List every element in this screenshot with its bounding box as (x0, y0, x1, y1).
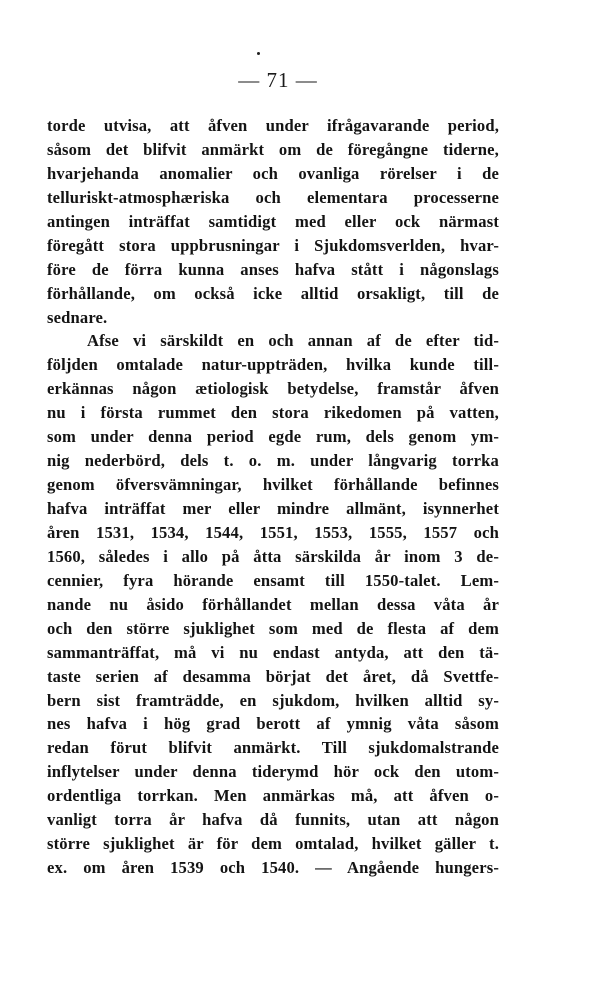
text-line: antingen inträffat samtidigt med eller ock närmast (47, 211, 499, 231)
text-line: taste serien af desamma börjat det året, då Svettfe- (47, 666, 499, 686)
text-line: nu i första rummet den stora rikedomen på vatten, (47, 403, 499, 423)
text-line: nig nederbörd, dels t. o. m. under långvarig torrka (47, 451, 499, 471)
text-line: större sjuklighet är för dem omtalad, hvilket gäller t. (47, 834, 499, 854)
text-line: genom öfversvämningar, hvilket förhållande befinnes (47, 475, 499, 495)
text-line: och den större sjuklighet som med de flesta af dem (47, 618, 499, 638)
text-line: ordentliga torrkan. Men anmärkas må, att åfven o- (47, 786, 499, 806)
text-line: 1560, således i allo på åtta särskilda år inom 3 de- (47, 546, 499, 566)
text-line: cennier, fyra hörande ensamt till 1550-talet. Lem- (47, 570, 499, 590)
paragraph-end-line: sednare. (47, 307, 108, 327)
text-line: redan förut blifvit anmärkt. Till sjukdomalstrande (47, 738, 499, 758)
ink-speck (257, 52, 260, 55)
paragraph-start-line: Afse vi särskildt en och annan af de efter tid- (87, 331, 499, 351)
text-line: ex. om åren 1539 och 1540. — Angående hungers- (47, 858, 499, 878)
text-line: nes hafva i hög grad berott af ymnig våta såsom (47, 714, 499, 734)
text-line: sammanträffat, må vi nu endast antyda, att den tä- (47, 642, 499, 662)
text-line: hvarjehanda anomalier och ovanliga rörelser i de (47, 163, 499, 183)
text-line: torde utvisa, att åfven under ifrågavarande period, (47, 116, 499, 135)
text-line: följden omtalade natur-uppträden, hvilka kunde till- (47, 355, 499, 375)
text-line: som under denna period egde rum, dels genom ym- (47, 427, 499, 447)
text-line: föregått stora uppbrusningar i Sjukdomsverlden, hvar- (47, 235, 499, 255)
text-line: telluriskt-atmosphæriska och elementara processerne (47, 187, 499, 207)
text-line: såsom det blifvit anmärkt om de föregångne tiderne, (47, 139, 499, 159)
text-line: före de förra kunna anses hafva stått i någonslags (47, 259, 499, 279)
text-line: vanligt torra år hafva då funnits, utan att någon (47, 810, 499, 830)
body-text (47, 114, 499, 880)
text-line: hafva inträffat mer eller mindre allmänt, isynnerhet (47, 499, 499, 518)
text-line: förhållande, om också icke alltid orsakligt, till de (47, 283, 499, 303)
text-line: nande nu åsido förhållandet mellan dessa våta år (47, 594, 499, 614)
text-line: inflytelser under denna tiderymd hör ock den utom- (47, 762, 499, 782)
text-line: erkännas någon ætiologisk betydelse, framstår åfven (47, 379, 499, 399)
text-line: bern sist framträdde, en sjukdom, hvilken alltid sy- (47, 690, 499, 710)
page-number: — 71 — (238, 68, 318, 92)
text-line: åren 1531, 1534, 1544, 1551, 1553, 1555, 1557 och (47, 522, 499, 542)
